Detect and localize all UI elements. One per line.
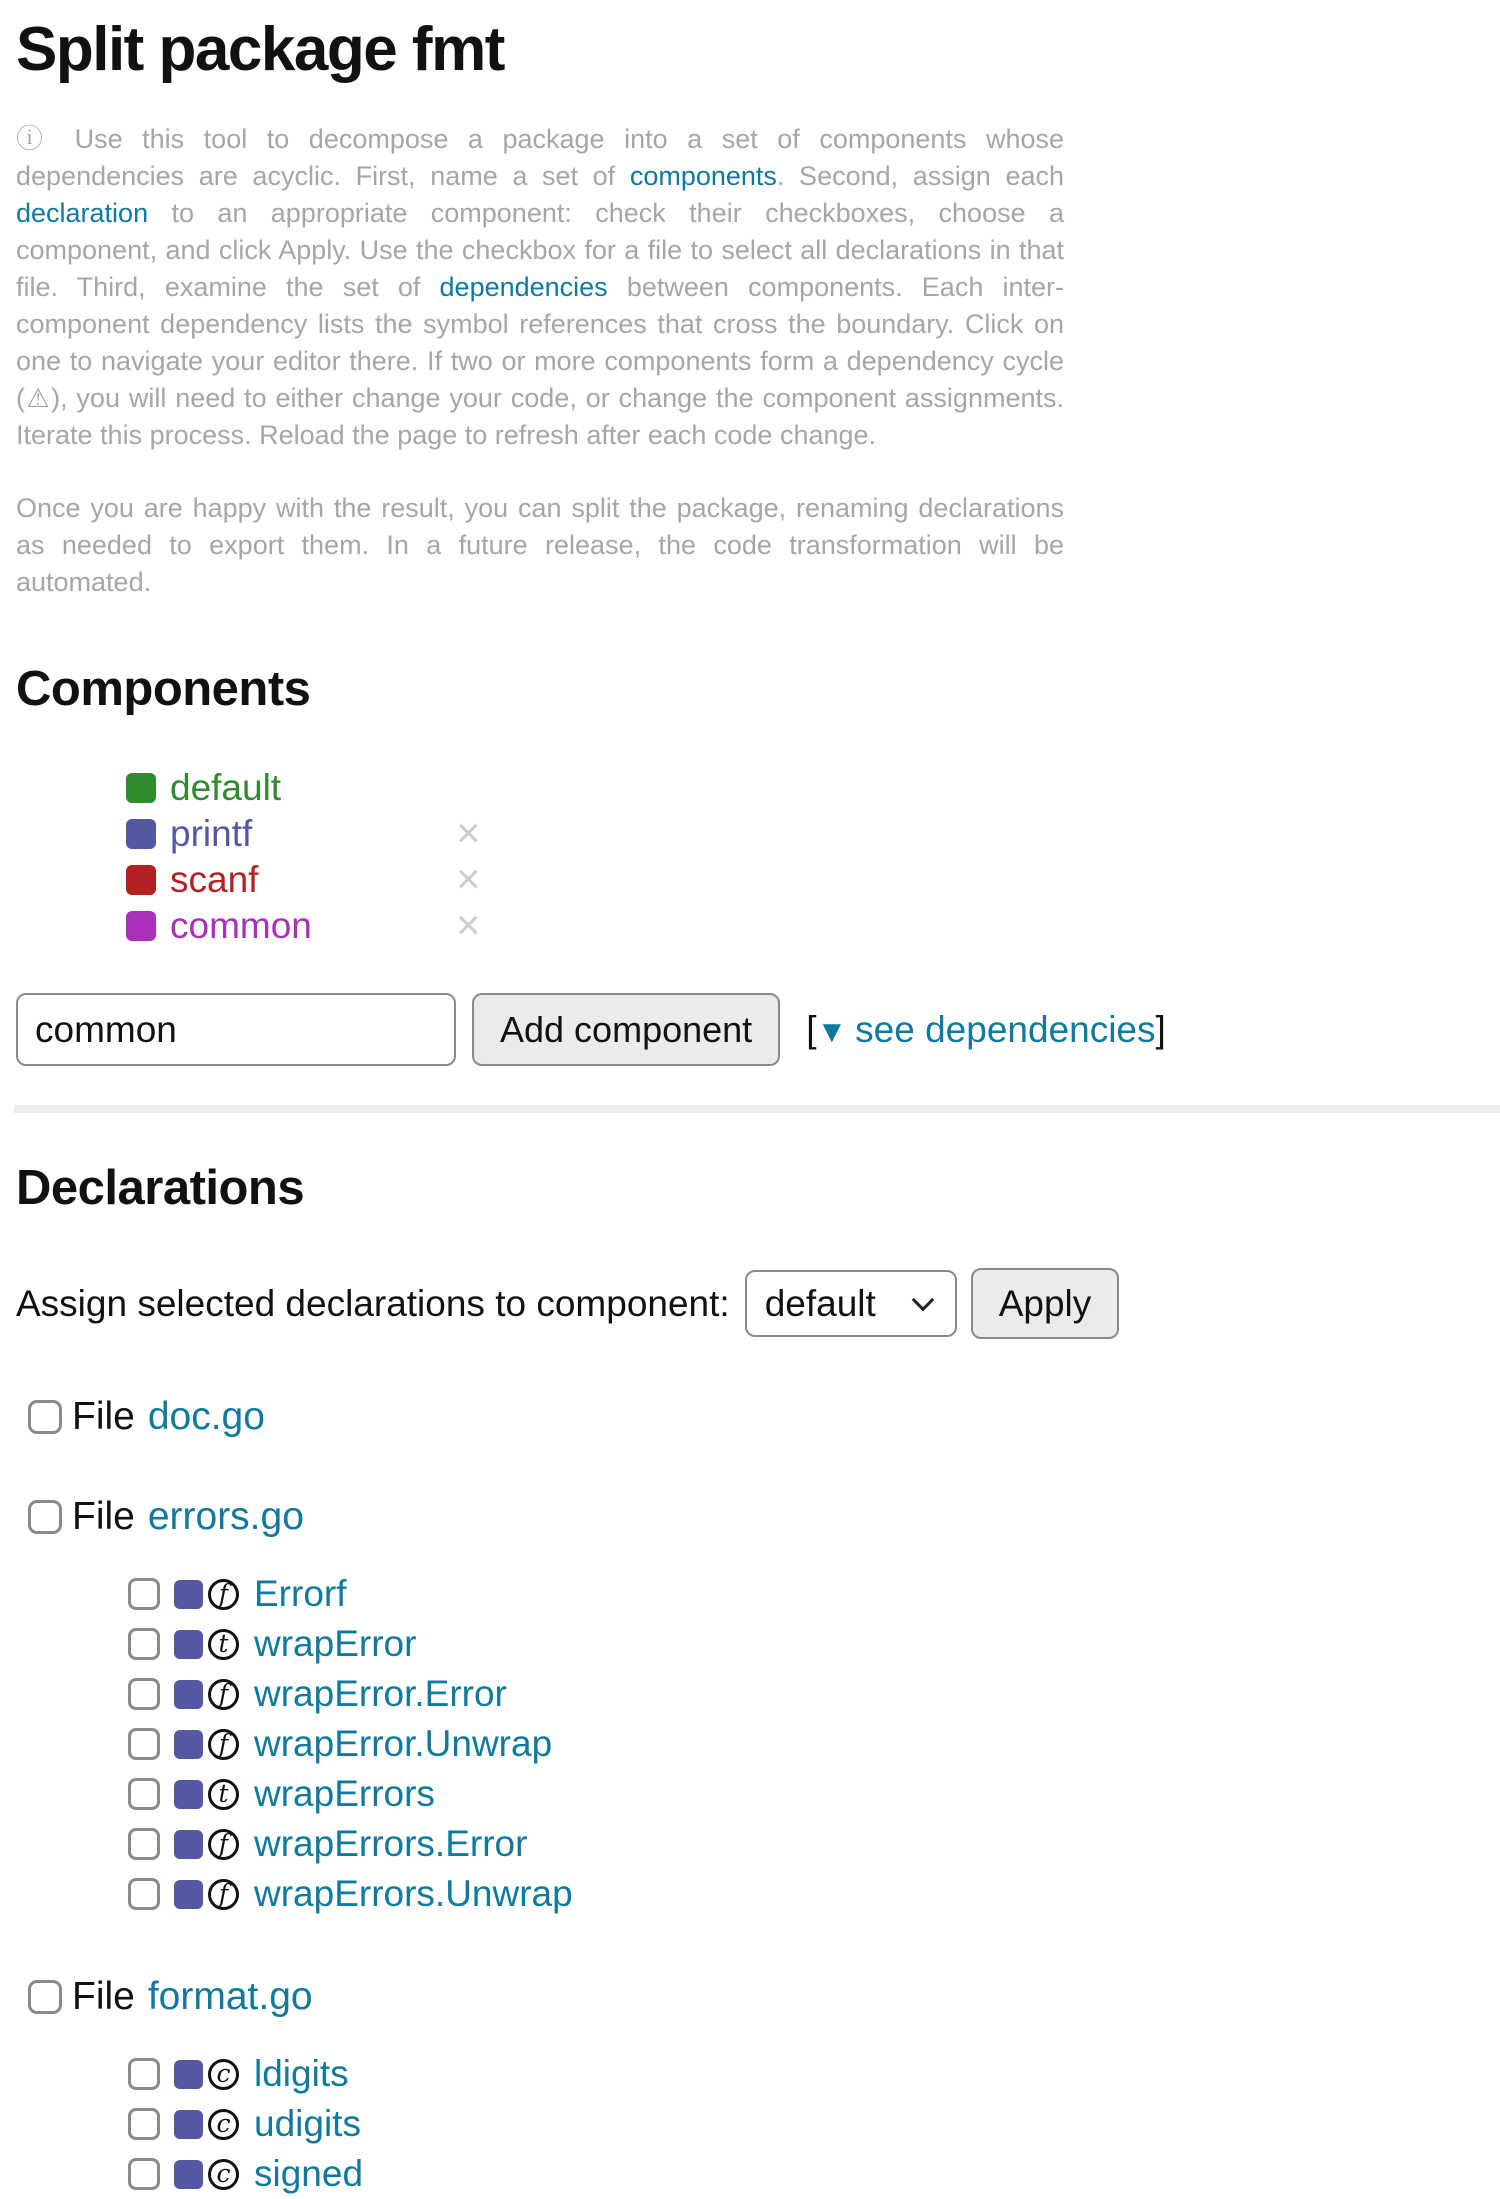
component-color-swatch — [126, 819, 156, 849]
file-label: File — [72, 1975, 135, 2018]
file-section — [16, 1395, 1500, 1439]
file-header — [16, 1975, 1500, 2019]
apply-button[interactable]: Apply — [971, 1268, 1120, 1339]
decl-link[interactable]: wrapErrors.Unwrap — [254, 1873, 573, 1914]
components-heading: Components — [16, 662, 311, 716]
intro-paragraph-2: Once you are happy with the result, you can split the package, renaming declarations as needed to export them. In a future release, the code transformation will be automated. — [16, 493, 1064, 597]
file-link[interactable]: doc.go — [147, 1395, 265, 1438]
decl-list — [16, 1569, 1500, 1919]
assign-label: Assign selected declarations to component: — [16, 1282, 730, 1324]
component-select-wrap — [745, 1270, 957, 1337]
component-list-item — [126, 903, 1500, 949]
component-name: printf — [170, 813, 253, 854]
component-list-item — [126, 811, 1500, 857]
file-section — [16, 1975, 1500, 2199]
decl-link[interactable]: wrapErrors — [254, 1773, 435, 1814]
decl-link[interactable]: ldigits — [254, 2053, 349, 2094]
decl-checkbox[interactable] — [128, 2058, 160, 2090]
component-name: default — [170, 767, 282, 808]
file-header — [16, 1495, 1500, 1539]
add-component-button[interactable]: Add component — [472, 993, 780, 1066]
decl-row — [128, 2049, 1500, 2099]
decl-kind-icon: f — [208, 1729, 239, 1760]
decl-link[interactable]: wrapError.Error — [254, 1673, 507, 1714]
component-list-item — [126, 765, 1500, 811]
component-color-swatch — [126, 865, 156, 895]
add-component-row — [16, 993, 1500, 1066]
bracket-close: ] — [1155, 1008, 1166, 1050]
file-checkbox[interactable] — [28, 1400, 62, 1434]
decl-component-swatch — [174, 2110, 203, 2139]
components-anchor-link[interactable]: components — [629, 161, 777, 191]
decl-checkbox[interactable] — [128, 1578, 160, 1610]
decl-component-swatch — [174, 2160, 203, 2189]
decl-link[interactable]: udigits — [254, 2103, 361, 2144]
component-select[interactable] — [745, 1270, 957, 1337]
decl-checkbox[interactable] — [128, 1628, 160, 1660]
dependencies-anchor-link[interactable]: dependencies — [439, 272, 608, 302]
component-name: common — [170, 905, 312, 946]
decl-checkbox[interactable] — [128, 1828, 160, 1860]
warning-icon: ⚠ — [25, 383, 52, 413]
section-divider — [14, 1105, 1500, 1113]
intro-text: Use this tool to decompose a package into a set of components whose dependencies are acyclic. First, name a set of — [16, 124, 1065, 191]
decl-component-swatch — [174, 1830, 203, 1859]
see-dependencies-link[interactable] — [806, 1009, 1166, 1051]
component-color-swatch — [126, 773, 156, 803]
component-color-swatch — [126, 911, 156, 941]
assign-row — [16, 1268, 1500, 1339]
intro-paragraph: ⓘ Use this tool to decompose a package into a set of components whose dependencies are acyclic. First, name a set of components. Second, assign each declaration to an appropriate component: check their checkboxes, choose a component, and click Apply. Use the checkbox for a file to select all declarations in that file. Third, examine the set of dependencies between components. Each inter-component dependency lists the symbol references that cross the boundary. Click on one to navigate your editor there. If two or more components form a dependency cycle (⚠), you will need to either change your code, or change the component assignments. Iterate this process. Reload the page to refresh after each code change. — [16, 124, 1065, 450]
file-label: File — [72, 1395, 135, 1438]
decl-kind-icon: c — [208, 2109, 239, 2140]
page-title: Split package fmt — [16, 15, 504, 84]
decl-component-swatch — [174, 1730, 203, 1759]
decl-component-swatch — [174, 1630, 203, 1659]
decl-link[interactable]: wrapErrors.Error — [254, 1823, 528, 1864]
decl-kind-icon: c — [208, 2159, 239, 2190]
file-link[interactable]: format.go — [147, 1975, 313, 2018]
file-checkbox[interactable] — [28, 1980, 62, 2014]
decl-checkbox[interactable] — [128, 1728, 160, 1760]
decl-checkbox[interactable] — [128, 2108, 160, 2140]
decl-link[interactable]: wrapError — [254, 1623, 417, 1664]
decl-row — [128, 1569, 1500, 1619]
file-section — [16, 1495, 1500, 1919]
decl-list — [16, 2049, 1500, 2199]
decl-link[interactable]: signed — [254, 2153, 364, 2194]
file-link[interactable]: errors.go — [147, 1495, 304, 1538]
decl-kind-icon: f — [208, 1829, 239, 1860]
component-name: scanf — [170, 859, 259, 900]
decl-row — [128, 1769, 1500, 1819]
decl-kind-icon: f — [208, 1579, 239, 1610]
decl-kind-icon: f — [208, 1879, 239, 1910]
bracket-open: [ — [806, 1008, 817, 1050]
info-icon: ⓘ — [16, 124, 56, 154]
decl-row — [128, 2149, 1500, 2199]
decl-kind-icon: c — [208, 2059, 239, 2090]
decl-component-swatch — [174, 1580, 203, 1609]
decl-row — [128, 1669, 1500, 1719]
decl-component-swatch — [174, 1780, 203, 1809]
declarations-heading: Declarations — [16, 1161, 305, 1215]
decl-row — [128, 1819, 1500, 1869]
decl-checkbox[interactable] — [128, 1778, 160, 1810]
decl-kind-icon: t — [208, 1629, 239, 1660]
decl-component-swatch — [174, 1680, 203, 1709]
decl-checkbox[interactable] — [128, 2158, 160, 2190]
decl-row — [128, 2099, 1500, 2149]
file-label: File — [72, 1495, 135, 1538]
remove-component-button[interactable]: × — [456, 809, 481, 857]
component-list — [16, 765, 1500, 949]
decl-checkbox[interactable] — [128, 1878, 160, 1910]
decl-checkbox[interactable] — [128, 1678, 160, 1710]
triangle-down-icon: ▼ — [816, 1013, 848, 1049]
file-header — [16, 1395, 1500, 1439]
decl-link[interactable]: Errorf — [254, 1573, 347, 1614]
decl-row — [128, 1619, 1500, 1669]
decl-kind-icon: f — [208, 1679, 239, 1710]
decl-row — [128, 1869, 1500, 1919]
file-checkbox[interactable] — [28, 1500, 62, 1534]
see-dependencies-label: see dependencies — [855, 1008, 1156, 1050]
remove-component-button[interactable]: × — [456, 855, 481, 903]
decl-link[interactable]: wrapError.Unwrap — [254, 1723, 553, 1764]
remove-component-button[interactable]: × — [456, 901, 481, 949]
component-name-input[interactable] — [16, 993, 456, 1066]
decl-component-swatch — [174, 1880, 203, 1909]
file-sections — [16, 1395, 1500, 2199]
decl-component-swatch — [174, 2060, 203, 2089]
decl-row — [128, 1719, 1500, 1769]
declaration-anchor-link[interactable]: declaration — [16, 198, 149, 228]
decl-kind-icon: t — [208, 1779, 239, 1810]
component-list-item — [126, 857, 1500, 903]
